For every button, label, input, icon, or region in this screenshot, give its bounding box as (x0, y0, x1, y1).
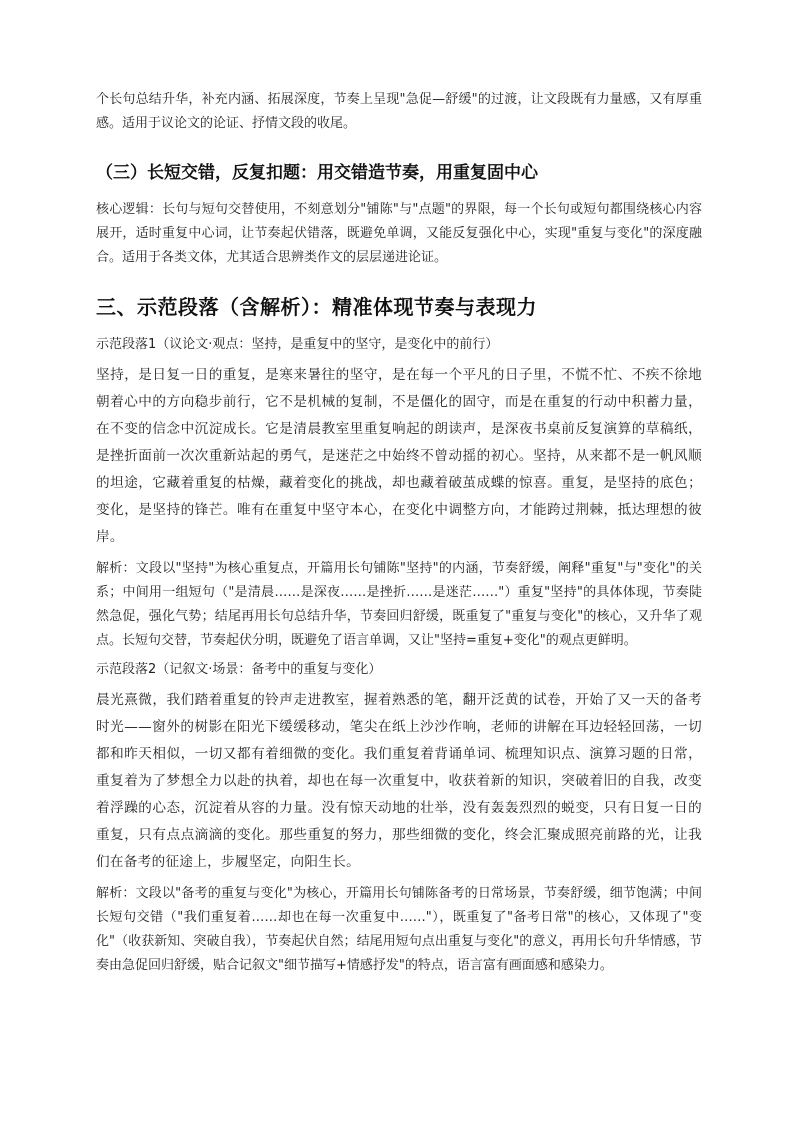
example2-text: 晨光熹微，我们踏着重复的铃声走进教室，握着熟悉的笔，翻开泛黄的试卷，开始了又一天的备考时光——窗外的树影在阳光下缓缓移动，笔尖在纸上沙沙作响，老师的讲解在耳边轻轻回荡，一切都和昨天相似，一切又都有着细微的变化。我们重复着背诵单词、梳理知识点、演算习题的日常，重复着为了梦想全力以赴的执着，却也在每一次重复中，收获着新的知识，突破着旧的自我，改变着浮躁的心态，沉淀着从容的力量。没有惊天动地的壮举，没有轰轰烈烈的蜕变，只有日复一日的重复，只有点点滴滴的变化。那些重复的努力，那些细微的变化，终会汇聚成照亮前路的光，让我们在备考的征途上，步履坚定，向阳生长。 (96, 692, 702, 870)
example2-analysis: 解析：文段以"备考的重复与变化"为核心，开篇用长句铺陈备考的日常场景，节奏舒缓，细节饱满；中间长短句交错（"我们重复着……却也在每一次重复中……"），既重复了"备考日常"的核心，又体现了"变化"（收获新知、突破自我），节奏起伏自然；结尾用短句点出重复与变化"的意义，再用长句升华情感，节奏由急促回归舒缓，贴合记叙文"细节描写+情感抒发"的特点，语言富有画面感和感染力。 (96, 886, 702, 973)
example1-block (96, 334, 702, 653)
example2-label: 示范段落2（记叙文·场景：备考中的重复与变化） (96, 662, 382, 677)
document-page (96, 88, 702, 984)
example2-block (96, 659, 702, 978)
section3-subheading: （三）长短交错，反复扣题：用交错造节奏，用重复固中心 (96, 163, 538, 183)
section3-logic-paragraph: 核心逻辑：长句与短句交替使用，不刻意划分"铺陈"与"点题"的界限，每一个长句或短句都围绕核心内容展开，适时重复中心词，让节奏起伏错落，既避免单调，又能反复强化中心，实现"重复与变化"的深度融合。适用于各类文体，尤其适合思辨类作文的层层递进论证。 (96, 202, 702, 265)
example1-label: 示范段落1（议论文·观点：坚持，是重复中的坚守，是变化中的前行） (96, 337, 499, 352)
intro-paragraph: 个长句总结升华，补充内涵、拓展深度，节奏上呈现"急促—舒缓"的过渡，让文段既有力量感，又有厚重感。适用于议论文的论证、抒情文段的收尾。 (96, 92, 702, 131)
example1-analysis: 解析：文段以"坚持"为核心重复点，开篇用长句铺陈"坚持"的内涵，节奏舒缓，阐释"重复"与"变化"的关系；中间用一组短句（"是清晨……是深夜……是挫折……是迷茫……"）重复"坚持"的具体体现，节奏陡然急促，强化气势；结尾再用长句总结升华，节奏回归舒缓，既重复了"重复与变化"的核心，又升华了观点。长短句交替，节奏起伏分明，既避免了语言单调，又让"坚持=重复+变化"的观点更鲜明。 (96, 561, 702, 648)
main-heading: 三、示范段落（含解析）：精准体现节奏与表现力 (96, 295, 537, 319)
example1-text: 坚持，是日复一日的重复，是寒来暑往的坚守，是在每一个平凡的日子里，不慌不忙、不疾不徐地朝着心中的方向稳步前行，它不是机械的复制，不是僵化的固守，而是在重复的行动中积蓄力量，在不变的信念中沉淀成长。它是清晨教室里重复响起的朗读声，是深夜书桌前反复演算的草稿纸，是挫折面前一次次重新站起的勇气，是迷茫之中始终不曾动摇的初心。坚持，从来都不是一帆风顺的坦途，它藏着重复的枯燥，藏着变化的挑战，却也藏着破茧成蝶的惊喜。重复，是坚持的底色；变化，是坚持的锋芒。唯有在重复中坚守本心，在变化中调整方向，才能跨过荆棘，抵达理想的彼岸。 (96, 367, 702, 545)
